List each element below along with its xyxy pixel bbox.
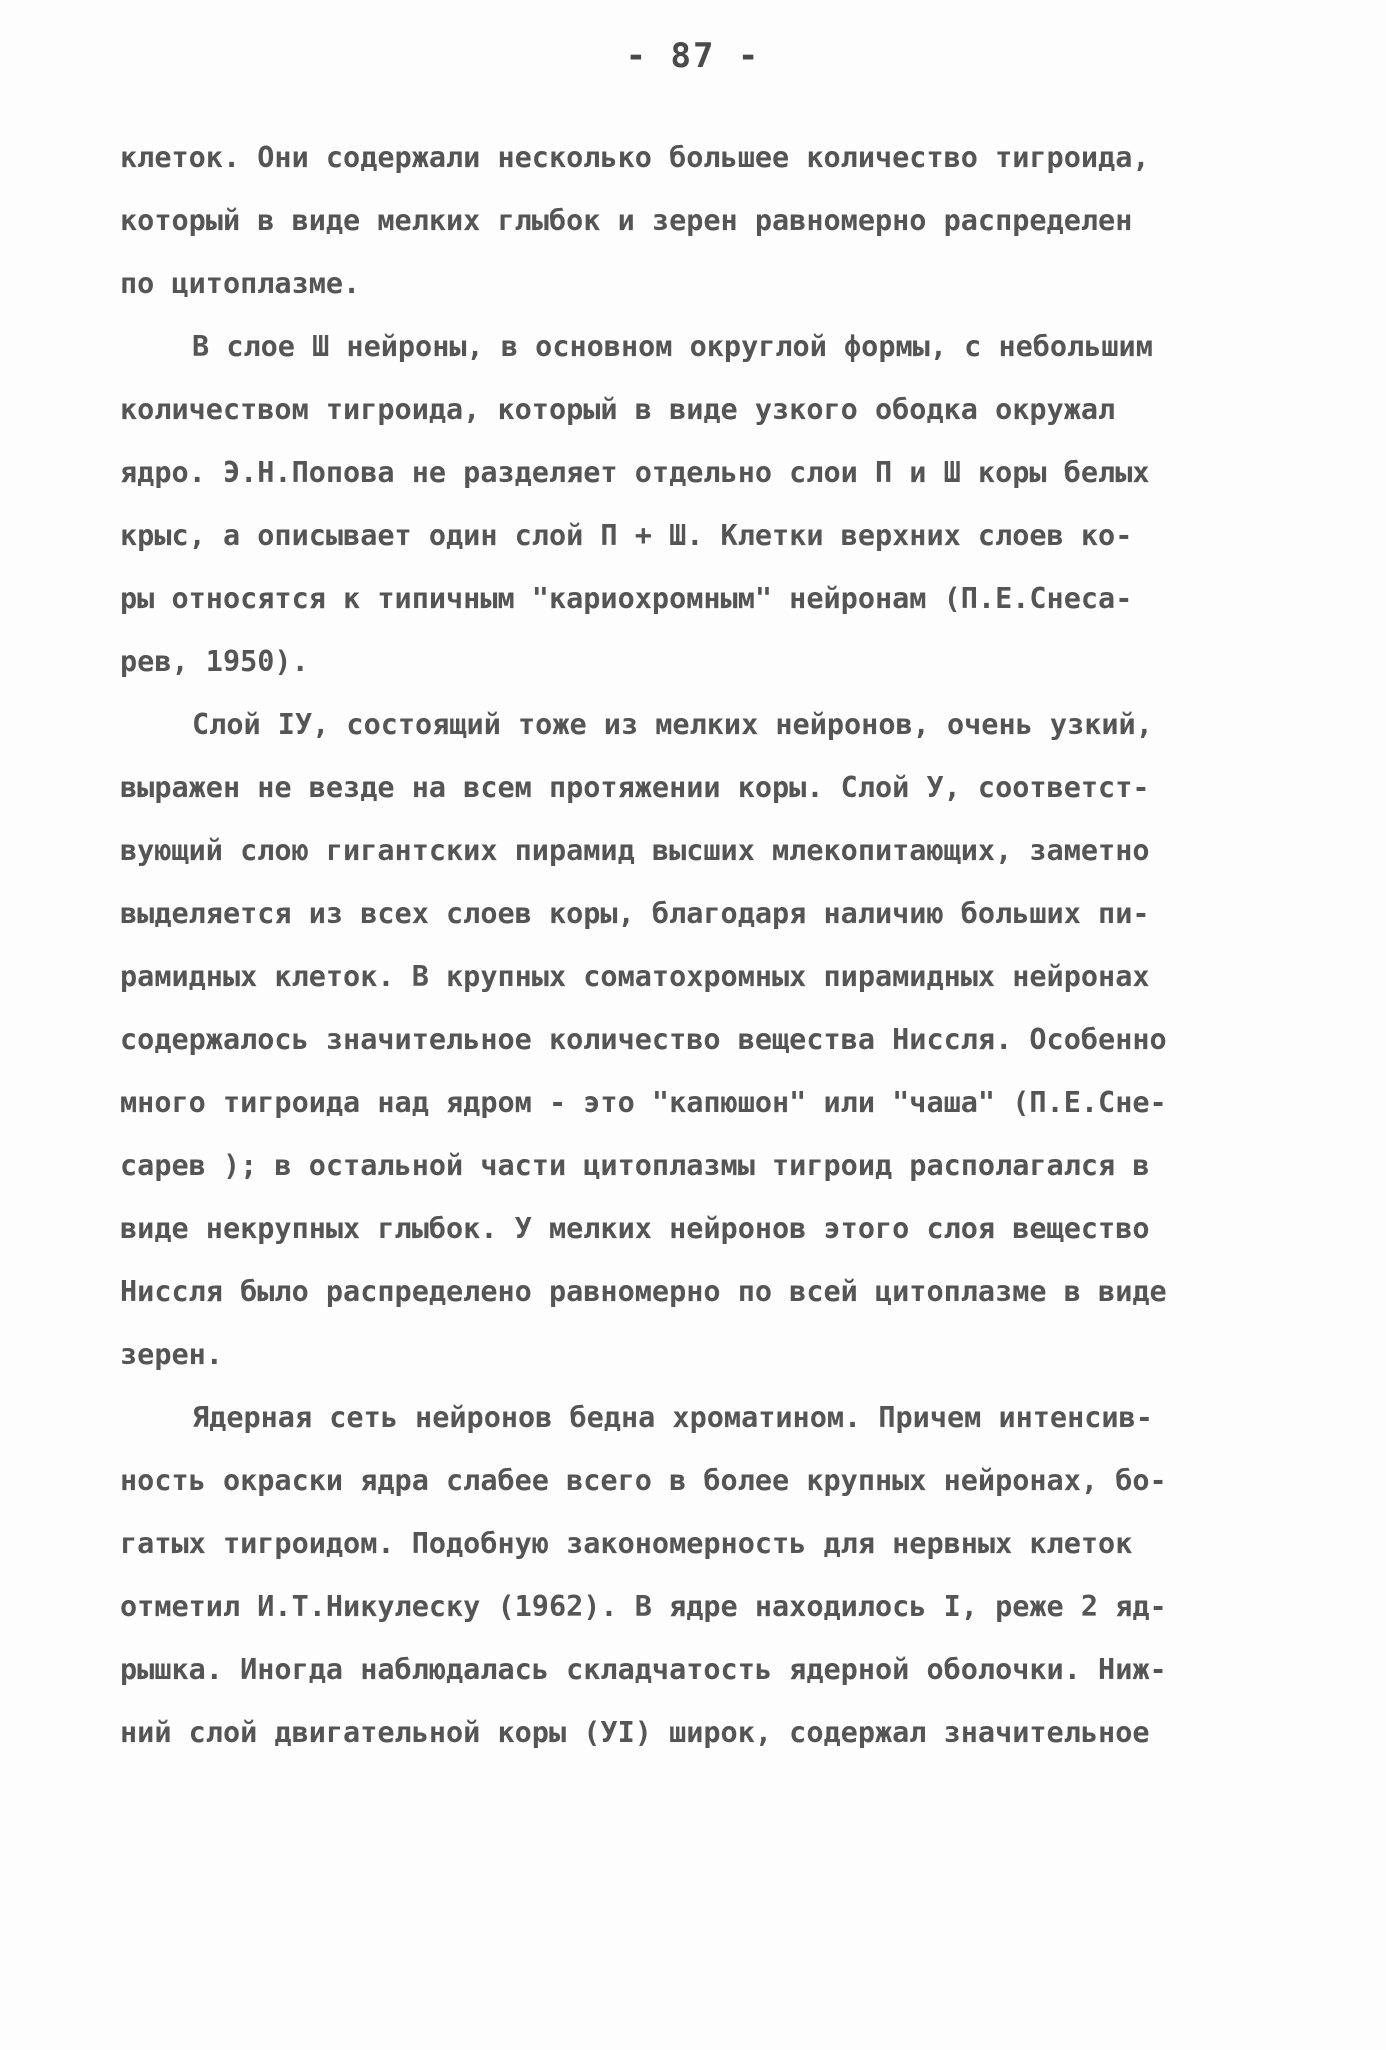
text-line: выражен не везде на всем протяжении коры. Слой У, соответст- xyxy=(120,771,1150,804)
text-line: который в виде мелких глыбок и зерен равномерно распределен xyxy=(120,204,1133,237)
text-line: по цитоплазме. xyxy=(120,267,361,300)
body-text xyxy=(120,126,1280,1764)
text-line: рев, 1950). xyxy=(120,645,309,678)
paragraph-start-line: В слое Ш нейроны, в основном округлой формы, с небольшим xyxy=(192,330,1153,363)
text-line: выделяется из всех слоев коры, благодаря наличию больших пи- xyxy=(120,897,1150,930)
text-line: гатых тигроидом. Подобную закономерность для нервных клеток xyxy=(120,1527,1133,1560)
text-line: ность окраски ядра слабее всего в более крупных нейронах, бо- xyxy=(120,1464,1167,1497)
text-line: сарев ); в остальной части цитоплазмы тигроид располагался в xyxy=(120,1149,1150,1182)
paragraph-start-line: Слой IУ, состоящий тоже из мелких нейронов, очень узкий, xyxy=(192,708,1153,741)
text-line: виде некрупных глыбок. У мелких нейронов этого слоя вещество xyxy=(120,1212,1150,1245)
paragraph-start-line: Ядерная сеть нейронов бедна хроматином. Причем интенсив- xyxy=(192,1401,1153,1434)
text-line: крыс, а описывает один слой П + Ш. Клетки верхних слоев ко- xyxy=(120,519,1133,552)
text-line: количеством тигроида, который в виде узкого ободка окружал xyxy=(120,393,1116,426)
text-line: содержалось значительное количество вещества Ниссля. Особенно xyxy=(120,1023,1167,1056)
text-line: много тигроида над ядром - это "капюшон" или "чаша" (П.Е.Сне- xyxy=(120,1086,1167,1119)
page-number: - 87 - xyxy=(625,36,761,76)
text-line: клеток. Они содержали несколько большее количество тигроида, xyxy=(120,141,1150,174)
text-line: рамидных клеток. В крупных соматохромных пирамидных нейронах xyxy=(120,960,1150,993)
text-line: рышка. Иногда наблюдалась складчатость ядерной оболочки. Ниж- xyxy=(120,1653,1167,1686)
text-line: отметил И.Т.Никулеску (1962). В ядре находилось I, реже 2 яд- xyxy=(120,1590,1167,1623)
text-line: вующий слою гигантских пирамид высших млекопитающих, заметно xyxy=(120,834,1150,867)
text-line: Ниссля было распределено равномерно по всей цитоплазме в виде xyxy=(120,1275,1167,1308)
text-line: ний слой двигательной коры (УI) широк, содержал значительное xyxy=(120,1716,1150,1749)
text-line: ры относятся к типичным "кариохромным" нейронам (П.Е.Снеса- xyxy=(120,582,1133,615)
text-line: ядро. Э.Н.Попова не разделяет отдельно слои П и Ш коры белых xyxy=(120,456,1150,489)
text-line: зерен. xyxy=(120,1338,223,1371)
